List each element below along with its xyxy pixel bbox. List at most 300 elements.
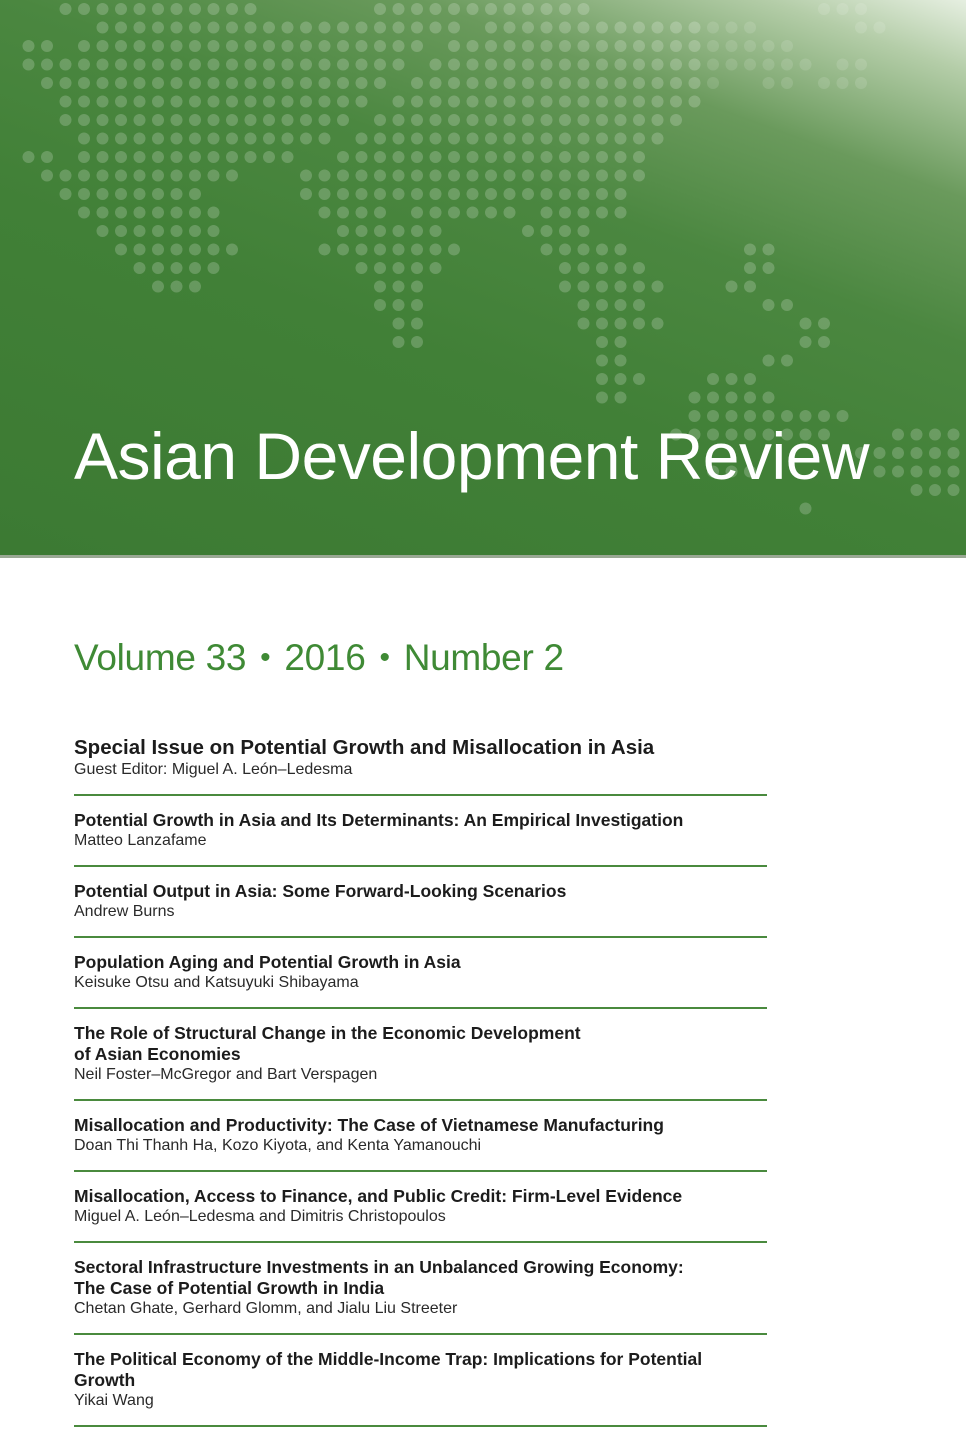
map-dot xyxy=(171,59,183,71)
map-dot xyxy=(319,59,331,71)
map-dot xyxy=(578,77,590,89)
map-dot xyxy=(134,114,146,126)
map-dot xyxy=(319,133,331,145)
table-of-contents xyxy=(74,736,767,1427)
map-dot xyxy=(411,3,423,15)
map-dot xyxy=(689,40,701,52)
map-dot xyxy=(652,22,664,34)
map-dot xyxy=(356,244,368,256)
map-dot xyxy=(374,207,386,219)
map-dot xyxy=(615,373,627,385)
map-dot xyxy=(652,133,664,145)
map-dot xyxy=(522,59,534,71)
map-dot xyxy=(467,207,479,219)
map-dot xyxy=(522,3,534,15)
map-dot xyxy=(929,466,941,478)
map-dot xyxy=(559,77,571,89)
map-dot xyxy=(430,151,442,163)
map-dot xyxy=(652,318,664,330)
map-dot xyxy=(541,133,553,145)
map-dot xyxy=(541,207,553,219)
map-dot xyxy=(541,40,553,52)
article-list xyxy=(74,796,767,1427)
map-dot xyxy=(670,40,682,52)
article-entry xyxy=(74,1243,767,1335)
map-dot xyxy=(578,281,590,293)
map-dot xyxy=(319,114,331,126)
map-dot xyxy=(596,262,608,274)
map-dot xyxy=(245,77,257,89)
map-dot xyxy=(448,244,460,256)
map-dot xyxy=(152,188,164,200)
map-dot xyxy=(485,59,497,71)
map-dot xyxy=(115,207,127,219)
map-dot xyxy=(411,96,423,108)
map-dot xyxy=(171,207,183,219)
map-dot xyxy=(411,188,423,200)
map-dot xyxy=(430,207,442,219)
article-authors: Doan Thi Thanh Ha, Kozo Kiyota, and Kenta Yamanouchi xyxy=(74,1137,482,1154)
map-dot xyxy=(652,281,664,293)
map-dot xyxy=(374,3,386,15)
map-dot xyxy=(929,484,941,496)
header-divider xyxy=(0,555,966,558)
map-dot xyxy=(152,170,164,182)
guest-editor: Guest Editor: Miguel A. León–Ledesma xyxy=(74,761,353,778)
map-dot xyxy=(578,225,590,237)
map-dot xyxy=(578,318,590,330)
special-issue-title: Special Issue on Potential Growth and Misallocation in Asia xyxy=(74,736,655,759)
map-dot xyxy=(393,281,405,293)
map-dot xyxy=(97,40,109,52)
map-dot xyxy=(929,429,941,441)
map-dot xyxy=(670,77,682,89)
map-dot xyxy=(744,244,756,256)
map-dot xyxy=(189,188,201,200)
map-dot xyxy=(541,151,553,163)
article-entry xyxy=(74,796,767,867)
map-dot xyxy=(171,133,183,145)
map-dot xyxy=(467,170,479,182)
map-dot xyxy=(763,40,775,52)
map-dot xyxy=(726,392,738,404)
map-dot xyxy=(559,40,571,52)
map-dot xyxy=(226,3,238,15)
map-dot xyxy=(171,96,183,108)
map-dot xyxy=(97,188,109,200)
article-authors: Chetan Ghate, Gerhard Glomm, and Jialu Liu Streeter xyxy=(74,1300,458,1317)
map-dot xyxy=(374,188,386,200)
article-entry xyxy=(74,1172,767,1243)
map-dot xyxy=(97,114,109,126)
map-dot xyxy=(115,151,127,163)
map-dot xyxy=(374,244,386,256)
map-dot xyxy=(522,170,534,182)
map-dot xyxy=(208,3,220,15)
article-title: Sectoral Infrastructure Investments in an Unbalanced Growing Economy: xyxy=(74,1257,684,1277)
map-dot xyxy=(855,3,867,15)
map-dot xyxy=(97,133,109,145)
map-dot xyxy=(837,59,849,71)
map-dot xyxy=(504,207,516,219)
map-dot xyxy=(134,3,146,15)
map-dot xyxy=(504,77,516,89)
map-dot xyxy=(189,225,201,237)
map-dot xyxy=(467,96,479,108)
map-dot xyxy=(707,373,719,385)
map-dot xyxy=(615,244,627,256)
map-dot xyxy=(467,114,479,126)
map-dot xyxy=(134,40,146,52)
map-dot xyxy=(689,22,701,34)
article-authors: Yikai Wang xyxy=(74,1392,154,1409)
map-dot xyxy=(41,170,53,182)
article-title: Potential Growth in Asia and Its Determinants: An Empirical Investigation xyxy=(74,810,684,830)
map-dot xyxy=(615,281,627,293)
map-dot xyxy=(596,281,608,293)
map-dot xyxy=(134,262,146,274)
map-dot xyxy=(615,151,627,163)
map-dot xyxy=(115,114,127,126)
map-dot xyxy=(633,59,645,71)
map-dot xyxy=(134,22,146,34)
map-dot xyxy=(319,96,331,108)
map-dot xyxy=(522,151,534,163)
map-dot xyxy=(282,96,294,108)
map-dot xyxy=(818,318,830,330)
map-dot xyxy=(707,22,719,34)
map-dot xyxy=(504,151,516,163)
map-dot xyxy=(60,77,72,89)
map-dot xyxy=(448,96,460,108)
map-dot xyxy=(689,59,701,71)
map-dot xyxy=(615,77,627,89)
map-dot xyxy=(226,59,238,71)
map-dot xyxy=(763,262,775,274)
map-dot xyxy=(670,59,682,71)
map-dot xyxy=(115,225,127,237)
map-dot xyxy=(430,170,442,182)
map-dot xyxy=(171,262,183,274)
map-dot xyxy=(633,299,645,311)
map-dot xyxy=(245,59,257,71)
map-dot xyxy=(633,133,645,145)
map-dot xyxy=(615,392,627,404)
map-dot xyxy=(208,170,220,182)
map-dot xyxy=(726,373,738,385)
map-dot xyxy=(152,96,164,108)
map-dot xyxy=(541,22,553,34)
map-dot xyxy=(430,77,442,89)
map-dot xyxy=(818,3,830,15)
map-dot xyxy=(152,262,164,274)
map-dot xyxy=(356,188,368,200)
map-dot xyxy=(504,170,516,182)
article-title: Misallocation, Access to Finance, and Public Credit: Firm-Level Evidence xyxy=(74,1186,683,1206)
map-dot xyxy=(263,59,275,71)
map-dot xyxy=(171,40,183,52)
map-dot xyxy=(134,207,146,219)
map-dot xyxy=(115,96,127,108)
map-dot xyxy=(559,96,571,108)
map-dot xyxy=(615,355,627,367)
map-dot xyxy=(78,207,90,219)
map-dot xyxy=(337,225,349,237)
map-dot xyxy=(892,466,904,478)
map-dot xyxy=(578,170,590,182)
map-dot xyxy=(319,22,331,34)
map-dot xyxy=(726,59,738,71)
map-dot xyxy=(152,225,164,237)
map-dot xyxy=(134,133,146,145)
map-dot xyxy=(485,188,497,200)
map-dot xyxy=(337,59,349,71)
map-dot xyxy=(226,244,238,256)
map-dot xyxy=(393,3,405,15)
map-dot xyxy=(744,22,756,34)
map-dot xyxy=(189,170,201,182)
map-dot xyxy=(504,59,516,71)
map-dot xyxy=(485,207,497,219)
map-dot xyxy=(78,96,90,108)
map-dot xyxy=(115,77,127,89)
map-dot xyxy=(134,77,146,89)
map-dot xyxy=(578,188,590,200)
map-dot xyxy=(411,170,423,182)
map-dot xyxy=(337,170,349,182)
map-dot xyxy=(134,244,146,256)
map-dot xyxy=(522,133,534,145)
map-dot xyxy=(633,318,645,330)
map-dot xyxy=(522,188,534,200)
map-dot xyxy=(171,77,183,89)
map-dot xyxy=(652,59,664,71)
map-dot xyxy=(319,244,331,256)
map-dot xyxy=(337,244,349,256)
map-dot xyxy=(337,77,349,89)
map-dot xyxy=(837,77,849,89)
map-dot xyxy=(115,188,127,200)
map-dot xyxy=(41,77,53,89)
map-dot xyxy=(374,77,386,89)
map-dot xyxy=(430,225,442,237)
map-dot xyxy=(171,22,183,34)
map-dot xyxy=(78,77,90,89)
article-title: The Case of Potential Growth in India xyxy=(74,1278,385,1298)
map-dot xyxy=(263,114,275,126)
map-dot xyxy=(467,59,479,71)
map-dot xyxy=(633,151,645,163)
map-dot xyxy=(171,225,183,237)
issue-number: Number 2 xyxy=(403,637,564,678)
map-dot xyxy=(596,355,608,367)
map-dot xyxy=(300,77,312,89)
map-dot xyxy=(744,373,756,385)
map-dot xyxy=(374,299,386,311)
map-dot xyxy=(226,77,238,89)
article-authors: Keisuke Otsu and Katsuyuki Shibayama xyxy=(74,974,359,991)
map-dot xyxy=(615,262,627,274)
map-dot xyxy=(448,188,460,200)
map-dot xyxy=(596,188,608,200)
map-dot xyxy=(707,392,719,404)
map-dot xyxy=(652,40,664,52)
map-dot xyxy=(282,151,294,163)
map-dot xyxy=(633,114,645,126)
map-dot xyxy=(633,40,645,52)
map-dot xyxy=(448,40,460,52)
article-entry xyxy=(74,938,767,1009)
map-dot xyxy=(559,133,571,145)
map-dot xyxy=(300,114,312,126)
map-dot xyxy=(300,96,312,108)
map-dot xyxy=(615,96,627,108)
map-dot xyxy=(541,77,553,89)
map-dot xyxy=(467,77,479,89)
map-dot xyxy=(356,262,368,274)
map-dot xyxy=(134,188,146,200)
map-dot xyxy=(319,40,331,52)
map-dot xyxy=(393,225,405,237)
map-dot xyxy=(615,114,627,126)
map-dot xyxy=(115,3,127,15)
map-dot xyxy=(208,59,220,71)
map-dot xyxy=(226,170,238,182)
map-dot xyxy=(485,40,497,52)
map-dot xyxy=(393,188,405,200)
map-dot xyxy=(504,3,516,15)
map-dot xyxy=(633,281,645,293)
map-dot xyxy=(744,281,756,293)
map-dot xyxy=(633,170,645,182)
map-dot xyxy=(23,151,35,163)
map-dot xyxy=(615,170,627,182)
map-dot xyxy=(559,170,571,182)
map-dot xyxy=(800,336,812,348)
map-dot xyxy=(226,151,238,163)
map-dot xyxy=(800,503,812,515)
article-entry xyxy=(74,1009,767,1101)
map-dot xyxy=(78,151,90,163)
map-dot xyxy=(596,392,608,404)
map-dot xyxy=(411,336,423,348)
map-dot xyxy=(337,207,349,219)
map-dot xyxy=(393,59,405,71)
map-dot xyxy=(467,40,479,52)
map-dot xyxy=(485,96,497,108)
map-dot xyxy=(411,151,423,163)
map-dot xyxy=(393,40,405,52)
map-dot xyxy=(208,207,220,219)
map-dot xyxy=(448,77,460,89)
map-dot xyxy=(448,3,460,15)
map-dot xyxy=(578,262,590,274)
map-dot xyxy=(800,59,812,71)
map-dot xyxy=(115,170,127,182)
map-dot xyxy=(337,22,349,34)
map-dot xyxy=(411,40,423,52)
map-dot xyxy=(23,59,35,71)
map-dot xyxy=(393,133,405,145)
map-dot xyxy=(744,392,756,404)
map-dot xyxy=(781,59,793,71)
map-dot xyxy=(522,40,534,52)
map-dot xyxy=(541,170,553,182)
map-dot xyxy=(374,262,386,274)
map-dot xyxy=(559,114,571,126)
map-dot xyxy=(189,96,201,108)
map-dot xyxy=(226,96,238,108)
map-dot xyxy=(596,151,608,163)
map-dot xyxy=(356,151,368,163)
map-dot xyxy=(41,151,53,163)
map-dot xyxy=(948,466,960,478)
map-dot xyxy=(337,188,349,200)
map-dot xyxy=(596,318,608,330)
map-dot xyxy=(448,114,460,126)
map-dot xyxy=(615,59,627,71)
map-dot xyxy=(374,40,386,52)
map-dot xyxy=(356,40,368,52)
map-dot xyxy=(689,96,701,108)
map-dot xyxy=(226,40,238,52)
map-dot xyxy=(652,114,664,126)
map-dot xyxy=(467,3,479,15)
map-dot xyxy=(208,244,220,256)
map-dot xyxy=(559,281,571,293)
map-dot xyxy=(855,77,867,89)
map-dot xyxy=(522,22,534,34)
map-dot xyxy=(633,373,645,385)
map-dot xyxy=(171,170,183,182)
map-dot xyxy=(855,22,867,34)
map-dot xyxy=(152,281,164,293)
map-dot xyxy=(596,133,608,145)
map-dot xyxy=(911,429,923,441)
map-dot xyxy=(97,3,109,15)
map-dot xyxy=(97,225,109,237)
map-dot xyxy=(393,299,405,311)
map-dot xyxy=(115,22,127,34)
article-entry xyxy=(74,1335,767,1427)
map-dot xyxy=(300,170,312,182)
map-dot xyxy=(60,3,72,15)
map-dot xyxy=(41,40,53,52)
map-dot xyxy=(726,281,738,293)
map-dot xyxy=(337,40,349,52)
map-dot xyxy=(208,40,220,52)
map-dot xyxy=(300,40,312,52)
map-dot xyxy=(393,114,405,126)
map-dot xyxy=(818,336,830,348)
map-dot xyxy=(208,96,220,108)
map-dot xyxy=(337,114,349,126)
map-dot xyxy=(282,22,294,34)
map-dot xyxy=(578,207,590,219)
map-dot xyxy=(78,170,90,182)
map-dot xyxy=(874,22,886,34)
article-title: Misallocation and Productivity: The Case of Vietnamese Manufacturing xyxy=(74,1115,664,1135)
map-dot xyxy=(633,262,645,274)
map-dot xyxy=(411,114,423,126)
map-dot xyxy=(208,262,220,274)
map-dot xyxy=(522,77,534,89)
map-dot xyxy=(430,96,442,108)
map-dot xyxy=(189,244,201,256)
map-dot xyxy=(596,336,608,348)
map-dot xyxy=(60,114,72,126)
article-title: of Asian Economies xyxy=(74,1044,241,1064)
